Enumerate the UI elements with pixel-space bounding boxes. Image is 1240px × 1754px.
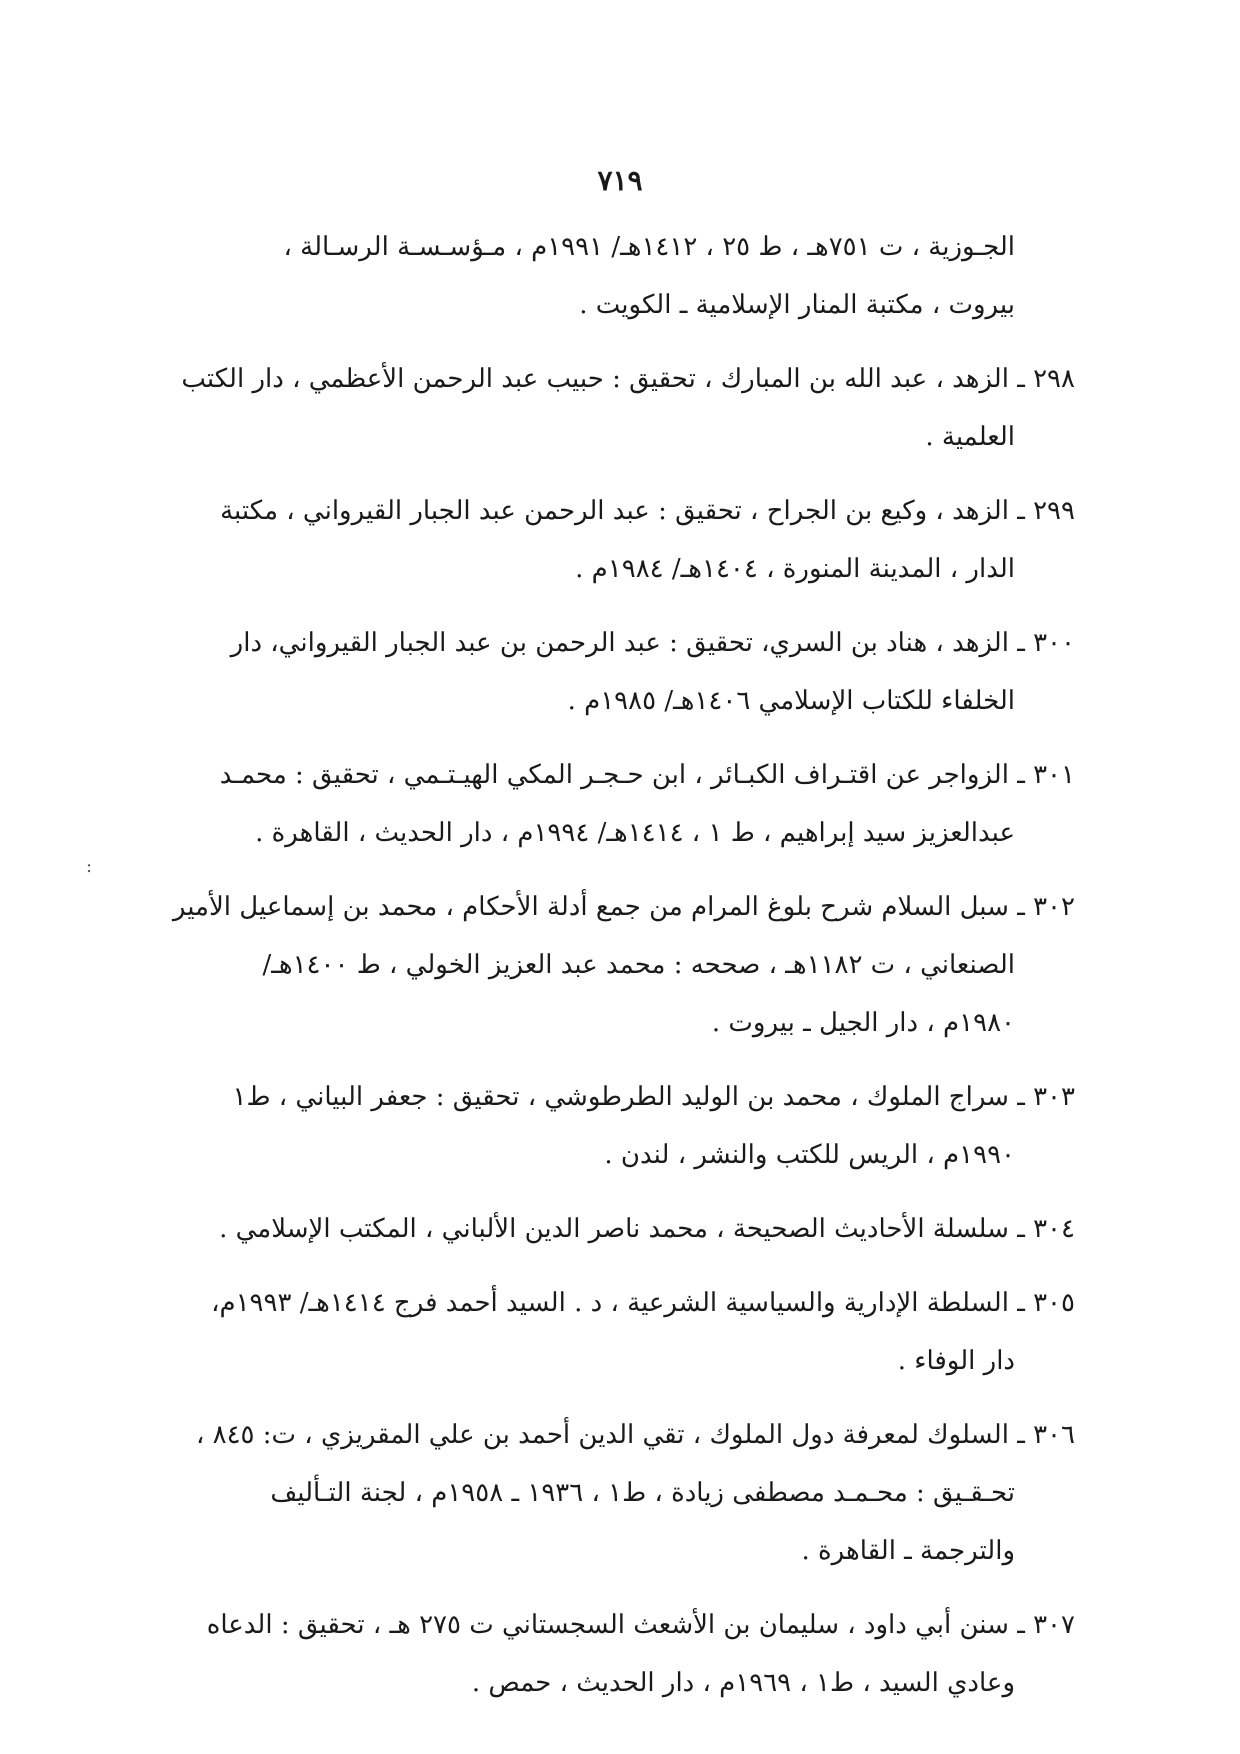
entry-line: ٢٩٨ ـ الزهد ، عبد الله بن المبارك ، تحقيق : حبيب عبد الرحمن الأعظمي ، دار الكتب: [181, 364, 1075, 394]
entry-line: الجـوزية ، ت ٧٥١هـ ، ط ٢٥ ، ١٤١٢هـ/ ١٩٩١م ، مـؤسـسـة الرسـالة ،: [283, 232, 1015, 262]
entry-line: وعادي السيد ، ط١ ، ١٩٦٩م ، دار الحديث ، حمص .: [471, 1668, 1015, 1698]
entry-line: عبدالعزيز سيد إبراهيم ، ط ١ ، ١٤١٤هـ/ ١٩٩٤م ، دار الحديث ، القاهرة .: [255, 818, 1015, 848]
entry-line: الدار ، المدينة المنورة ، ١٤٠٤هـ/ ١٩٨٤م .: [575, 554, 1015, 584]
entry-line: ٣٠٢ ـ سبل السلام شرح بلوغ المرام من جمع أدلة الأحكام ، محمد بن إسماعيل الأمير: [172, 892, 1075, 922]
entry-line: ٣٠٣ ـ سراج الملوك ، محمد بن الوليد الطرطوشي ، تحقيق : جعفر البياني ، ط١: [232, 1082, 1075, 1112]
bibliography-entry-300: [150, 614, 1075, 730]
bibliography-entry-298: [150, 350, 1075, 466]
entry-line: بيروت ، مكتبة المنار الإسلامية ـ الكويت .: [579, 290, 1015, 320]
bibliography-entry-305: [150, 1274, 1075, 1390]
page-number: ٧١٩: [597, 164, 643, 197]
bibliography-entry-299: [150, 482, 1075, 598]
entry-line: العلمية .: [925, 422, 1015, 452]
bibliography-entry-307: [150, 1596, 1075, 1712]
bibliography-entry-continuation: [150, 218, 1075, 334]
bibliography-list: [150, 218, 1075, 1728]
entry-line: ٣٠٤ ـ سلسلة الأحاديث الصحيحة ، محمد ناصر الدين الألباني ، المكتب الإسلامي .: [219, 1214, 1075, 1244]
entry-line: ٣٠٧ ـ سنن أبي داود ، سليمان بن الأشعث السجستاني ت ٢٧٥ هـ ، تحقيق : الدعاه: [206, 1610, 1075, 1640]
entry-line: ١٩٨٠م ، دار الجيل ـ بيروت .: [711, 1008, 1015, 1038]
entry-line: دار الوفاء .: [897, 1346, 1015, 1376]
entry-line: ٢٩٩ ـ الزهد ، وكيع بن الجراح ، تحقيق : عبد الرحمن عبد الجبار القيرواني ، مكتبة: [220, 496, 1075, 526]
entry-line: ٣٠٥ ـ السلطة الإدارية والسياسية الشرعية ، د . السيد أحمد فرج ١٤١٤هـ/ ١٩٩٣م،: [211, 1288, 1075, 1318]
entry-line: الخلفاء للكتاب الإسلامي ١٤٠٦هـ/ ١٩٨٥م .: [567, 686, 1015, 716]
bibliography-entry-301: [150, 746, 1075, 862]
entry-line: ١٩٩٠م ، الريس للكتب والنشر ، لندن .: [604, 1140, 1015, 1170]
bibliography-entry-303: [150, 1068, 1075, 1184]
entry-line: تحـقـيق : محـمـد مصطفى زيادة ، ط١ ، ١٩٣٦ ـ ١٩٥٨م ، لجنة التـأليف: [270, 1478, 1015, 1508]
bibliography-entry-306: [150, 1406, 1075, 1580]
margin-mark: :: [86, 856, 93, 877]
entry-line: ٣٠١ ـ الزواجر عن اقتـراف الكبـائر ، ابن حـجـر المكي الهيـتـمي ، تحقيق : محمـد: [219, 760, 1075, 790]
bibliography-entry-302: [150, 878, 1075, 1052]
entry-line: ٣٠٦ ـ السلوك لمعرفة دول الملوك ، تقي الدين أحمد بن علي المقريزي ، ت: ٨٤٥ ،: [195, 1420, 1075, 1450]
bibliography-entry-304: [150, 1200, 1075, 1258]
entry-line: الصنعاني ، ت ١١٨٢هـ ، صححه : محمد عبد العزيز الخولي ، ط ١٤٠٠هـ/: [262, 950, 1015, 980]
entry-line: والترجمة ـ القاهرة .: [801, 1536, 1015, 1566]
entry-line: ٣٠٠ ـ الزهد ، هناد بن السري، تحقيق : عبد الرحمن بن عبد الجبار القيرواني، دار: [230, 628, 1075, 658]
